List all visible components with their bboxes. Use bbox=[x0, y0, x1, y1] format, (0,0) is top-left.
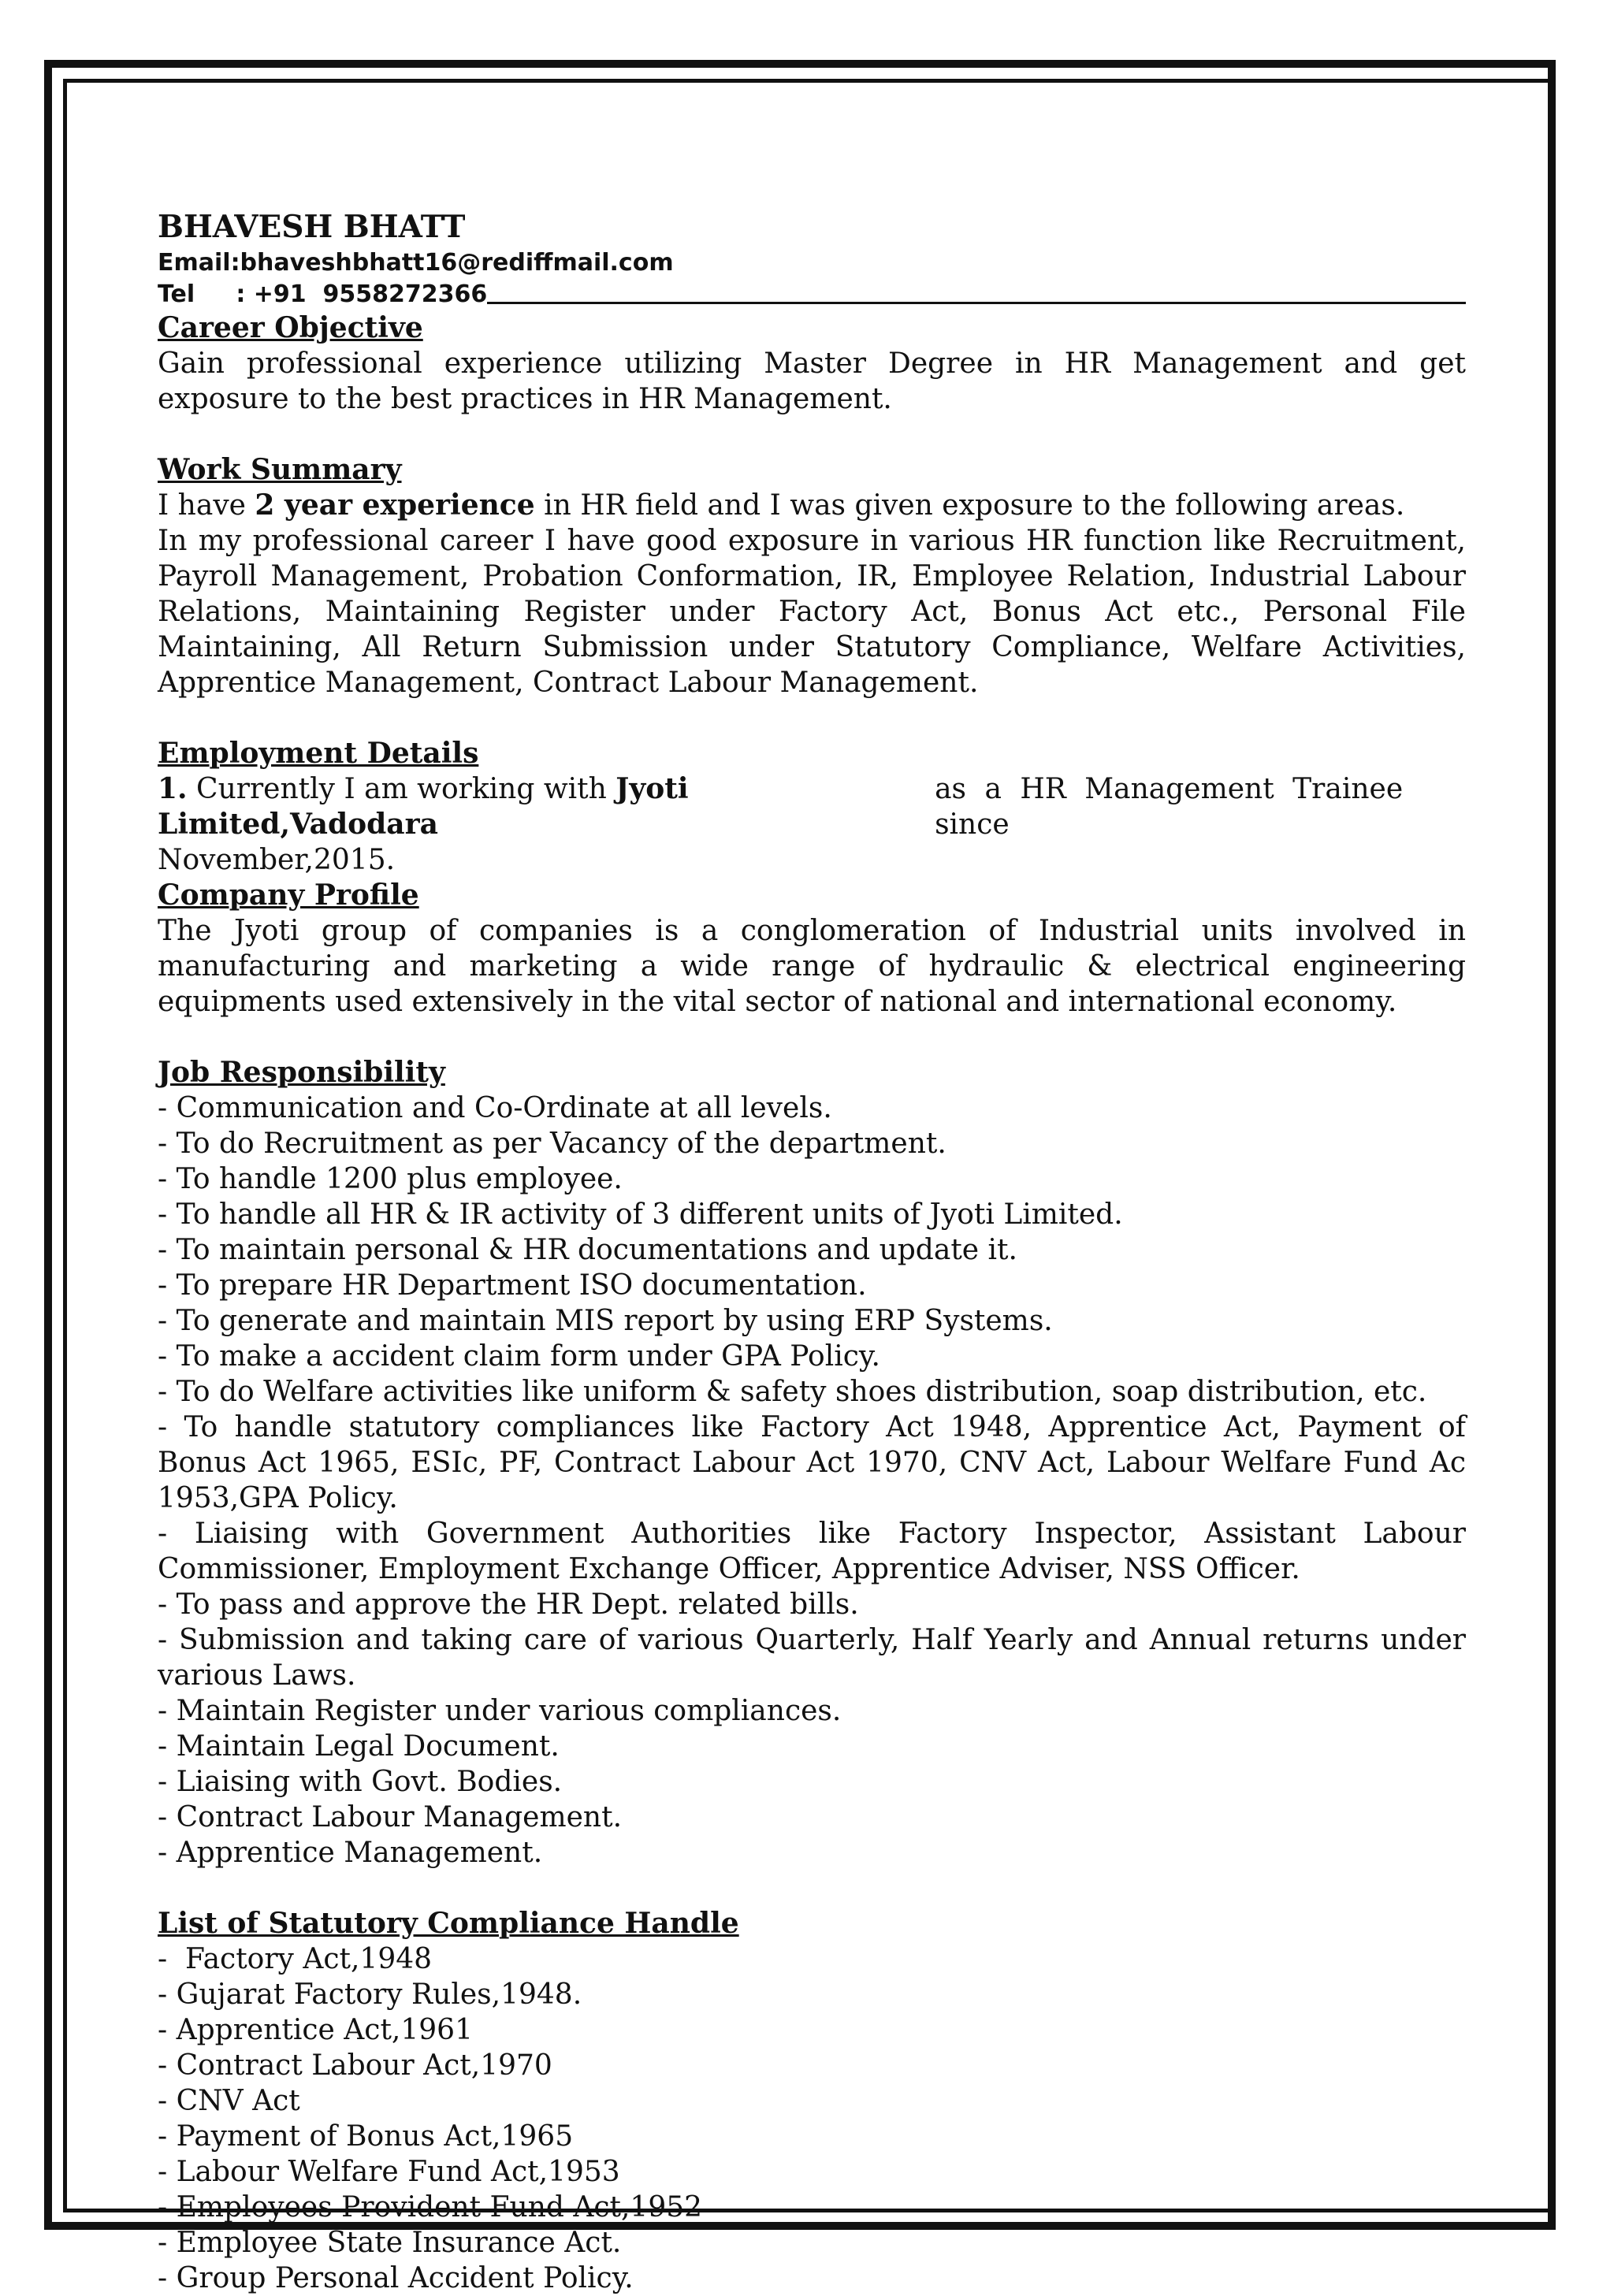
list-item: - Submission and taking care of various Quarterly, Half Yearly and Annual returns under various Laws. bbox=[158, 1624, 1466, 1692]
intro-pre: I have bbox=[158, 489, 255, 522]
employment-pre: Currently I am working with bbox=[187, 773, 616, 805]
list-item: - Factory Act,1948 bbox=[158, 1943, 433, 1975]
list-item: - Contract Labour Act,1970 bbox=[158, 2049, 552, 2082]
list-item: - To make a accident claim form under GPA Policy. bbox=[158, 1340, 880, 1373]
career-objective-text: Gain professional experience utilizing Master Degree in HR Management and get exposure to the best practices in HR Management. bbox=[158, 347, 1466, 415]
list-item: - CNV Act bbox=[158, 2085, 300, 2117]
list-item: - Maintain Register under various compliances. bbox=[158, 1695, 842, 1727]
list-item: - Communication and Co-Ordinate at all levels. bbox=[158, 1092, 832, 1124]
work-summary-paragraph: In my professional career I have good exposure in various HR function like Recruitment, Payroll Management, Probation Conformation, IR, Employee Relation, Industrial Labour Relations, Maintaining Register under Factory Act, Bonus Act etc., Personal File Maintaining, All Return Submission under Statutory Compliance, Welfare Activities, Apprentice Management, Contract Labour Management. bbox=[158, 525, 1466, 699]
intro-post: in HR field and I was given exposure to the following areas. bbox=[534, 489, 1405, 522]
list-item: - Maintain Legal Document. bbox=[158, 1730, 560, 1763]
list-item: - Payment of Bonus Act,1965 bbox=[158, 2120, 574, 2153]
header-rule bbox=[487, 279, 1466, 304]
list-item: - Gujarat Factory Rules,1948. bbox=[158, 1978, 582, 2011]
employment-post: as a HR Management Trainee since bbox=[935, 773, 1404, 841]
company-profile-heading: Company Profile bbox=[158, 879, 419, 912]
email-line: Email:bhaveshbhatt16@rediffmail.com bbox=[158, 249, 674, 277]
statutory-heading: List of Statutory Compliance Handle bbox=[158, 1907, 739, 1940]
work-summary-intro bbox=[158, 488, 1466, 523]
list-item: - Apprentice Act,1961 bbox=[158, 2014, 473, 2046]
list-item: - Employee State Insurance Act. bbox=[158, 2227, 622, 2259]
intro-bold: 2 year experience bbox=[255, 489, 535, 522]
list-item: - To maintain personal & HR documentations and update it. bbox=[158, 1234, 1017, 1266]
list-item: - Group Personal Accident Policy. bbox=[158, 2262, 634, 2294]
list-item: - Apprentice Management. bbox=[158, 1837, 543, 1869]
list-item: - Liaising with Government Authorities like Factory Inspector, Assistant Labour Commissioner, Employment Exchange Officer, Apprentice Adviser, NSS Officer. bbox=[158, 1518, 1466, 1585]
job-responsibility-list bbox=[158, 1090, 1466, 1871]
employment-number: 1. bbox=[158, 772, 188, 805]
tel-text: Tel : +91 9558272366 bbox=[158, 280, 488, 308]
list-item: - To do Welfare activities like uniform & safety shoes distribution, soap distribution, etc. bbox=[158, 1376, 1427, 1408]
list-item: - Contract Labour Management. bbox=[158, 1801, 623, 1833]
company-profile-text: The Jyoti group of companies is a conglomeration of Industrial units involved in manufacturing and marketing a wide range of hydraulic & electrical engineering equipments used extensively in the vital sector of national and international economy. bbox=[158, 915, 1466, 1018]
list-item: - Liaising with Govt. Bodies. bbox=[158, 1766, 563, 1798]
employment-company: Jyoti Limited,Vadodara bbox=[158, 772, 689, 841]
candidate-name: BHAVESH BHATT bbox=[158, 209, 466, 245]
work-summary-heading: Work Summary bbox=[158, 453, 402, 486]
list-item: - To prepare HR Department ISO documentation. bbox=[158, 1269, 867, 1302]
list-item: - To handle 1200 plus employee. bbox=[158, 1163, 623, 1195]
career-objective-heading: Career Objective bbox=[158, 311, 423, 344]
list-item: - To pass and approve the HR Dept. related bills. bbox=[158, 1588, 859, 1621]
list-item: - Employees Provident Fund Act,1952 bbox=[158, 2191, 703, 2224]
employment-since: November,2015. bbox=[158, 844, 396, 876]
tel-line bbox=[158, 279, 1466, 310]
list-item: - To handle all HR & IR activity of 3 different units of Jyoti Limited. bbox=[158, 1198, 1123, 1231]
list-item: - Labour Welfare Fund Act,1953 bbox=[158, 2156, 620, 2188]
list-item: - To generate and maintain MIS report by using ERP Systems. bbox=[158, 1305, 1053, 1337]
employment-line bbox=[158, 771, 1466, 842]
statutory-list bbox=[158, 1941, 1466, 2296]
resume-body bbox=[158, 206, 1466, 2296]
list-item: - To handle statutory compliances like Factory Act 1948, Apprentice Act, Payment of Bonus Act 1965, ESIc, PF, Contract Labour Act 1970, CNV Act, Labour Welfare Fund Ac 1953,GPA Policy. bbox=[158, 1411, 1466, 1514]
job-responsibility-heading: Job Responsibility bbox=[158, 1056, 445, 1089]
list-item: - To do Recruitment as per Vacancy of the department. bbox=[158, 1128, 946, 1160]
employment-heading: Employment Details bbox=[158, 737, 479, 770]
